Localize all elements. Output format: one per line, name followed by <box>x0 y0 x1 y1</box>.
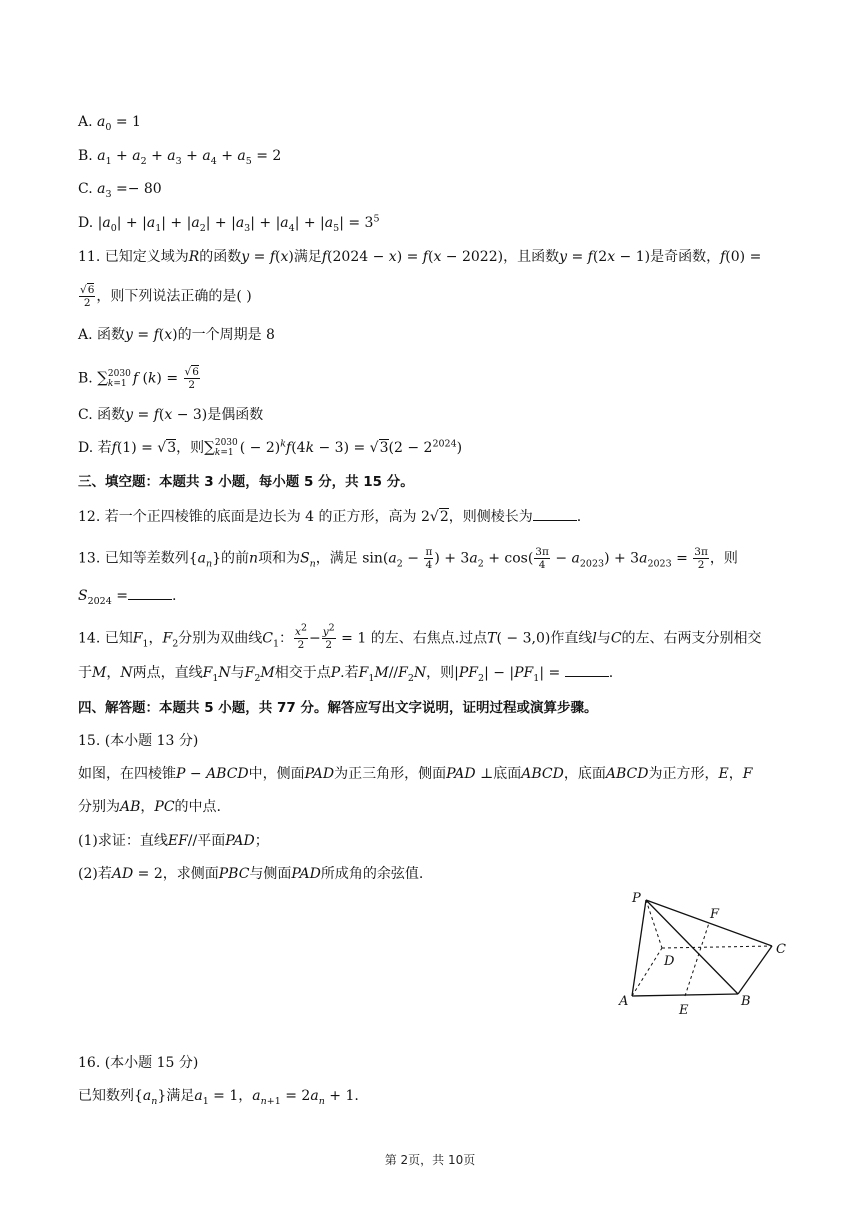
edge-dc <box>662 946 772 948</box>
edge-bc <box>738 946 772 994</box>
answer-blank <box>565 664 609 677</box>
label-b: B <box>741 994 751 1009</box>
question-15-part-1: (1)求证：直线EF//平面PAD； <box>78 833 269 849</box>
label-a: A <box>619 994 629 1009</box>
question-13-line-2: $S_{2024}$ = . <box>78 588 177 607</box>
label-d: D <box>664 954 675 969</box>
option-10a: A. $a_0 = 1$ <box>78 114 141 133</box>
question-16-header: 16. (本小题 15 分) <box>78 1055 199 1071</box>
edge-pc <box>646 900 772 946</box>
option-10c: C. $a_3 =- 80$ <box>78 181 162 200</box>
section-4-heading: 四、解答题：本题共 5 小题，共 77 分。解答应写出文字说明，证明过程或演算步骤。 <box>78 700 598 716</box>
segment-ef <box>685 923 709 996</box>
answer-blank <box>533 508 577 521</box>
option-11d: D. 若f(1) = √3，则∑ 2030 k=1 ( − $2)^kf(4k - 3) = √3(2 - 2^{2024})$ <box>78 438 463 458</box>
option-10b: B. $a_1 + a_2 + a_3 + a_4 + a_5 = 2$ <box>78 148 282 167</box>
edge-pd <box>646 900 662 948</box>
page-footer: 第 2页，共 10页 <box>384 1153 476 1167</box>
section-3-heading: 三、填空题：本题共 3 小题，每小题 5 分，共 15 分。 <box>78 474 414 490</box>
option-11a: A. 函数y = f(x)的一个周期是 8 <box>78 327 275 343</box>
edge-ad <box>632 948 662 996</box>
label-e: E <box>679 1003 689 1016</box>
question-14: 14. 已知$F_1$，$F_2$分别为双曲线$C_1$： $\frac{x^2}{2}$ − $\frac{y^2}{2}$ = 1 的左、右焦点.过点T( − 3,0)作直线l与C的左、右两支分别相交 <box>78 622 762 651</box>
option-11c: C. 函数y = f(x − 3)是偶函数 <box>78 407 264 423</box>
question-12: 12. 若一个正四棱锥的底面是边长为 4 的正方形，高为 2√2，则侧棱长为 . <box>78 509 582 525</box>
option-11b: B. ∑ 2030 k=1 f (k) = $\frac{√6}{2}$ <box>78 366 199 391</box>
pyramid-figure <box>610 886 800 1016</box>
question-15-header: 15. (本小题 13 分) <box>78 733 199 749</box>
label-p: P <box>632 891 641 906</box>
label-f: F <box>710 907 720 922</box>
label-c: C <box>776 942 786 957</box>
question-15-stem: 如图，在四棱锥P − ABCD中，侧面PAD为正三角形，侧面PAD ⊥底面ABCD，底面ABCD为正方形，E，F <box>78 766 753 782</box>
question-13: 13. 已知等差数列$\{a_n\}$的前n项和为$S_n$，满足 $\sin(a_2$ − $\frac{\pi}{4}$ ) + $3a_2 + \cos$( $\frac{3\pi}{4}$ − $a_{2023}) + 3a_{2023}$ = $\frac{3\pi}{2}$ ，则 <box>78 546 738 571</box>
question-11-stem-2: $\frac{√6}{2}$ ，则下列说法正确的是( ) <box>80 284 252 309</box>
question-16-stem: 已知数列$\{a_n\}$满足$a_1 = 1$，$a_{n+1} = 2a_n + 1$. <box>78 1088 359 1107</box>
question-14-line-2: 于M，N两点，直线$F_1N$与$F_2M$相交于点P.若$F_1M//F_2N$，则$|PF_2| - |PF_1|$ = . <box>78 665 614 684</box>
question-15-stem-2: 分别为AB，PC的中点. <box>78 799 221 815</box>
answer-blank <box>128 587 172 600</box>
edge-pa <box>632 900 646 996</box>
question-15-part-2: (2)若AD = 2，求侧面PBC与侧面PAD所成角的余弦值. <box>78 866 424 882</box>
question-11-stem: 11. 已知定义域为R的函数y = f(x)满足f(2024 − x) = f(x − 2022)，且函数y = f(2x − 1)是奇函数，f(0) = <box>78 249 762 265</box>
option-10d: D. $|a_0| + |a_1| + |a_2| + |a_3| + |a_4| + |a_5| = 3^5$ <box>78 213 380 234</box>
